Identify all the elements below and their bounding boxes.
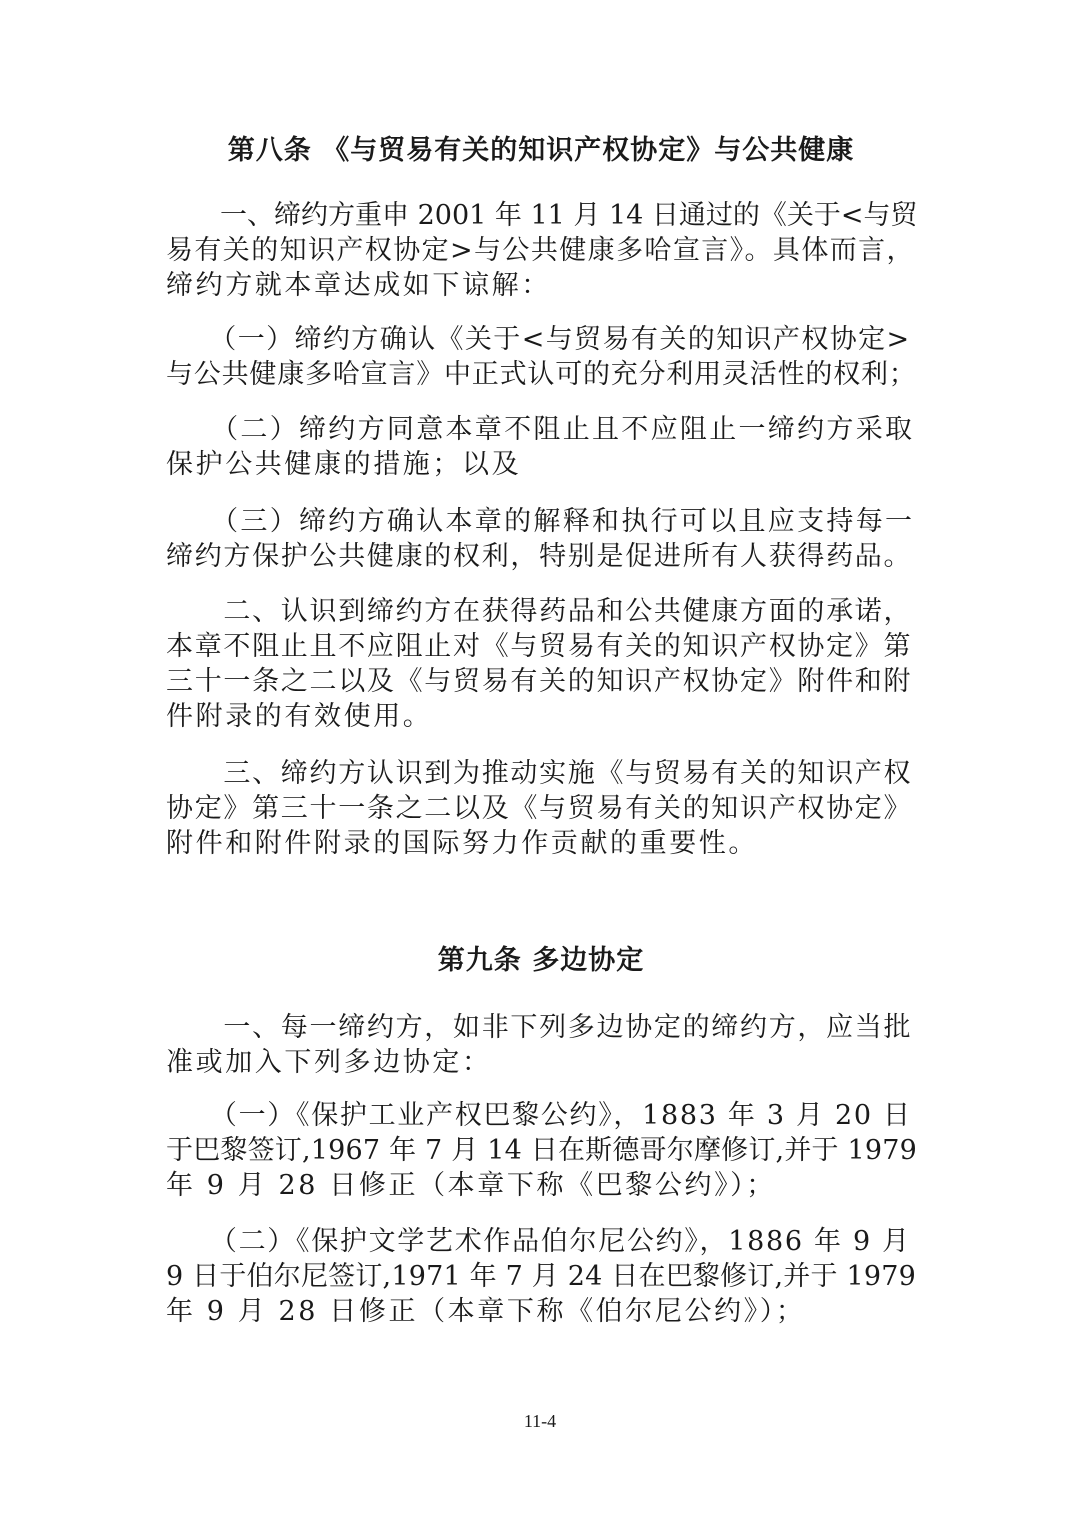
article-9-paragraph-1 [166,1010,918,1080]
text-line: （二）《保护文学艺术作品伯尔尼公约》，1886 年 9 月 [166,1226,911,1257]
text-line: 年 9 月 28 日修正（本章下称《巴黎公约》）； [166,1170,776,1201]
text-line: 二、认识到缔约方在获得药品和公共健康方面的承诺， [166,596,913,627]
article-8-paragraph-2 [166,594,918,734]
text-line: 一、缔约方重申 2001 年 11 月 14 日通过的《关于<与贸 [166,200,918,231]
text-line: 缔约方就本章达成如下谅解： [166,270,551,301]
article-8-paragraph-1 [166,198,918,303]
text-line: （一）《保护工业产权巴黎公约》，1883 年 3 月 20 日 [166,1100,912,1131]
text-line: 协定》第三十一条之二以及《与贸易有关的知识产权协定》 [166,793,913,824]
text-line: 准或加入下列多边协定： [166,1047,492,1078]
text-line: 一、每一缔约方，如非下列多边协定的缔约方，应当批 [166,1012,913,1043]
article-8-heading: 第八条 《与贸易有关的知识产权协定》与公共健康 [227,135,855,166]
page-number: 11-4 [523,1411,557,1431]
text-line: 保护公共健康的措施；以及 [166,449,522,480]
article-8-item-3 [166,504,918,574]
article-9-item-1 [166,1098,918,1203]
article-9-item-2 [166,1224,918,1329]
text-line: （二）缔约方同意本章不阻止且不应阻止一缔约方采取 [166,414,915,445]
text-line: 于巴黎签订,1967 年 7 月 14 日在斯德哥尔摩修订,并于 1979 [166,1135,918,1166]
text-line: 易有关的知识产权协定>与公共健康多哈宣言》。具体而言， [166,235,915,266]
article-8-item-1 [166,322,918,392]
text-line: 附件和附件附录的国际努力作贡献的重要性。 [166,828,758,859]
text-line: 本章不阻止且不应阻止对《与贸易有关的知识产权协定》第 [166,631,913,662]
text-line: （三）缔约方确认本章的解释和执行可以且应支持每一 [166,506,915,537]
article-8-paragraph-3 [166,756,918,861]
article-8-item-2 [166,412,918,482]
article-9-heading: 第九条 多边协定 [437,945,645,976]
text-line: （一）缔约方确认《关于<与贸易有关的知识产权协定> [166,324,911,355]
text-line: 年 9 月 28 日修正（本章下称《伯尔尼公约》）； [166,1296,806,1327]
text-line: 缔约方保护公共健康的权利，特别是促进所有人获得药品。 [166,541,913,572]
text-line: 三、缔约方认识到为推动实施《与贸易有关的知识产权 [166,758,913,789]
text-line: 9 日于伯尔尼签订,1971 年 7 月 24 日在巴黎修订,并于 1979 [166,1261,916,1292]
text-line: 与公共健康多哈宣言》中正式认可的充分利用灵活性的权利； [166,359,917,390]
text-line: 件附录的有效使用。 [166,701,433,732]
text-line: 三十一条之二以及《与贸易有关的知识产权协定》附件和附 [166,666,913,697]
